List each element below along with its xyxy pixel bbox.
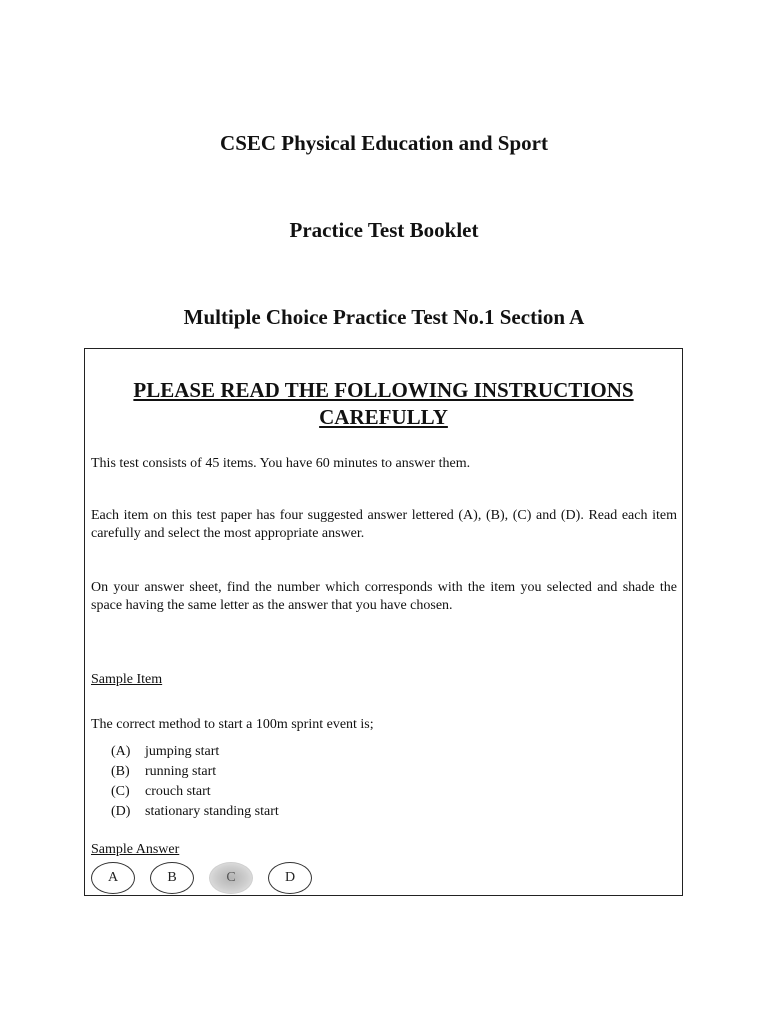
instruction-paragraph-shading: On your answer sheet, find the number which corresponds with the item you selected and shade the space having the same letter as the answer that you have chosen.	[91, 580, 677, 613]
option-letter: (C)	[111, 784, 130, 799]
answer-bubble-c: C	[209, 862, 253, 894]
option-letter: (A)	[111, 744, 131, 759]
answer-bubble-b: B	[150, 862, 194, 894]
section-title: Multiple Choice Practice Test No.1 Section A	[183, 305, 585, 329]
option-text: running start	[145, 764, 217, 779]
sample-item-label: Sample Item	[91, 672, 163, 687]
document-subtitle: Practice Test Booklet	[289, 218, 479, 242]
option-d	[111, 802, 279, 822]
instructions-box	[84, 348, 683, 896]
option-c	[111, 782, 279, 802]
instructions-heading: PLEASE READ THE FOLLOWING INSTRUCTIONS CAREFULLY	[133, 378, 634, 429]
sample-answer-label: Sample Answer	[91, 842, 180, 857]
answer-bubbles	[91, 858, 312, 898]
option-a	[111, 742, 279, 762]
option-text: jumping start	[145, 744, 220, 759]
sample-question: The correct method to start a 100m sprint event is;	[91, 717, 374, 732]
answer-bubble-a: A	[91, 862, 135, 894]
option-text: crouch start	[145, 784, 211, 799]
option-b	[111, 762, 279, 782]
instruction-paragraph-options: Each item on this test paper has four suggested answer lettered (A), (B), (C) and (D). Read each item carefully and select the most appropriate answer.	[91, 508, 677, 541]
document-title: CSEC Physical Education and Sport	[220, 131, 548, 155]
instruction-paragraph-count: This test consists of 45 items. You have 60 minutes to answer them.	[91, 456, 471, 471]
option-letter: (B)	[111, 764, 130, 779]
sample-options-list	[111, 742, 279, 822]
option-letter: (D)	[111, 804, 131, 819]
option-text: stationary standing start	[145, 804, 279, 819]
answer-bubble-d: D	[268, 862, 312, 894]
